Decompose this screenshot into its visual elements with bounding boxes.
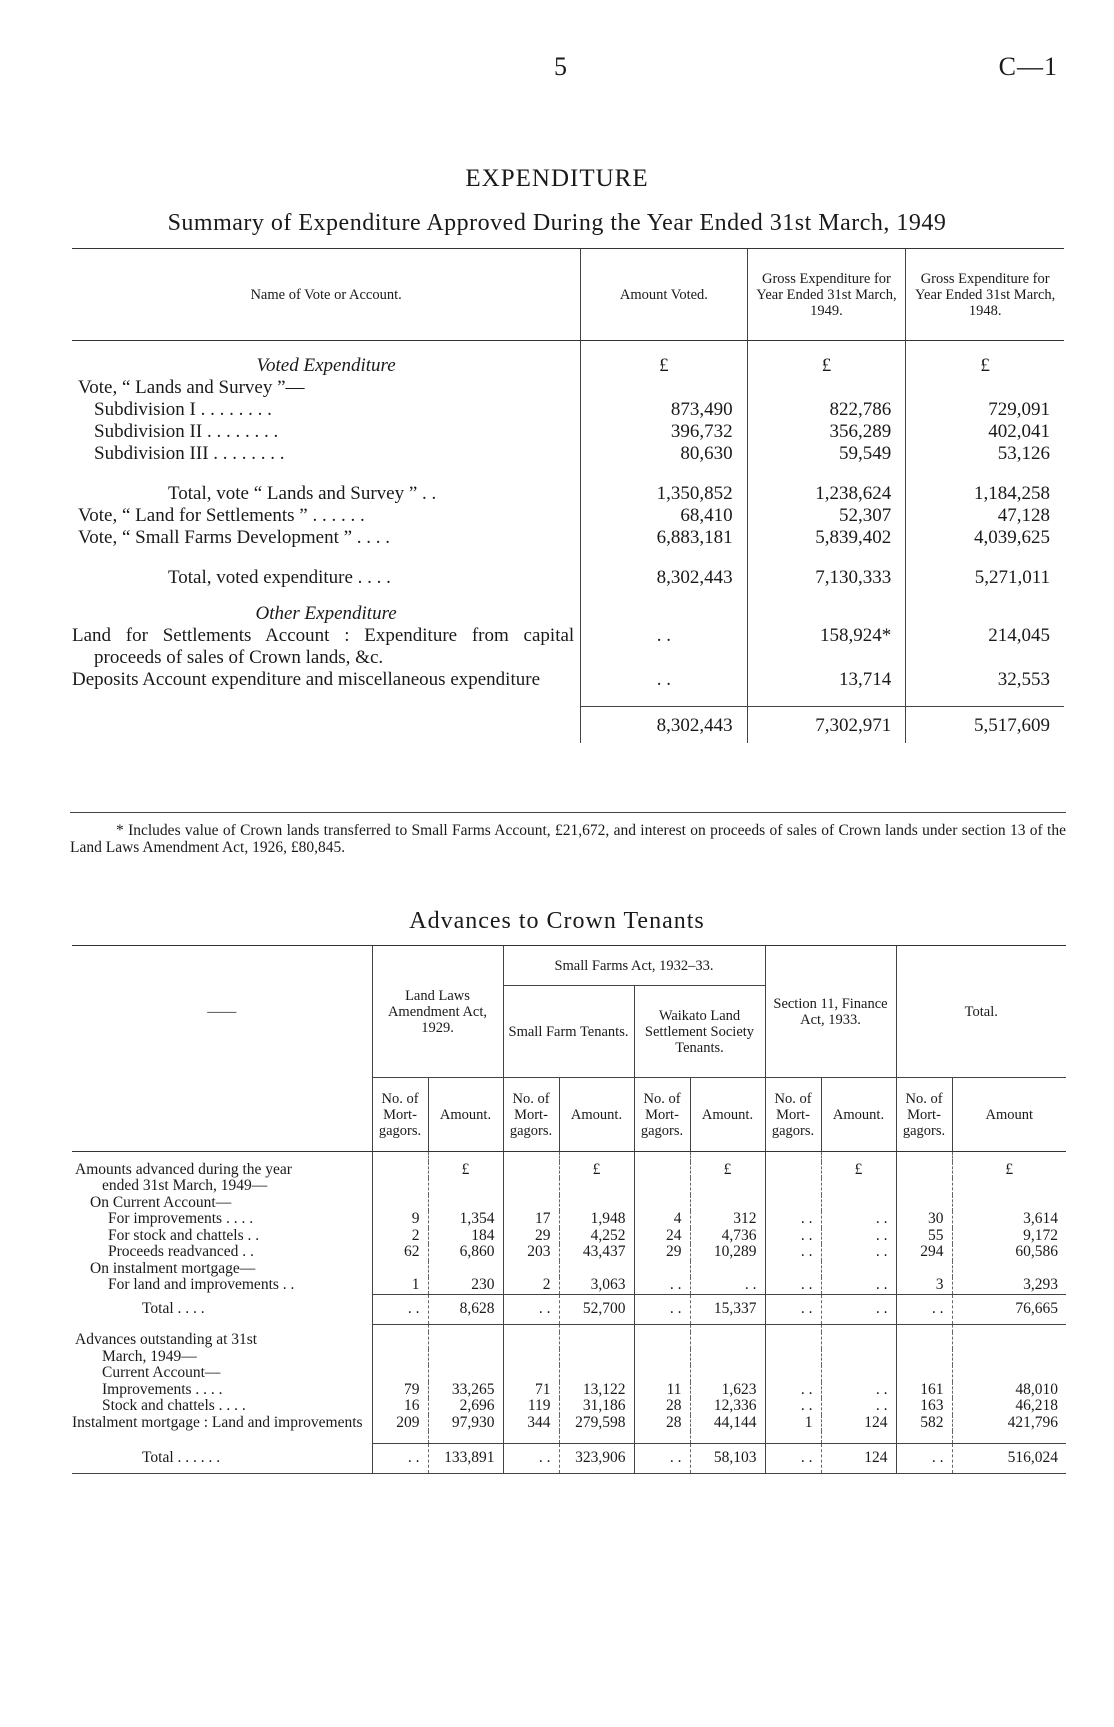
data-cell: 76,665 (952, 1294, 1066, 1324)
col-amount: Amount. (428, 1078, 503, 1152)
data-cell: 62 (372, 1244, 428, 1261)
other-expenditure-heading: Other Expenditure (255, 602, 397, 624)
row-label: Subdivision II (94, 420, 203, 442)
currency-symbol: £ (747, 355, 906, 377)
gross-1949-cell: 59,549 (747, 443, 906, 465)
col-small-farm-tenants: Small Farm Tenants. (503, 986, 634, 1078)
data-cell: 43,437 (559, 1244, 634, 1261)
page-number: 5 (554, 52, 567, 81)
data-cell: . . (503, 1443, 559, 1473)
col-small-farms-act: Small Farms Act, 1932–33. (503, 946, 765, 986)
data-cell: . . (821, 1382, 896, 1399)
col-waikato: Waikato Land Settlement Society Tenants. (634, 986, 765, 1078)
data-cell: 344 (503, 1415, 559, 1432)
data-cell: 323,906 (559, 1443, 634, 1473)
data-cell: 24 (634, 1228, 690, 1245)
table-row: Subdivision I . . . . . . . . 873,490 822,786 729,091 (72, 399, 1064, 421)
row-label: Land for Settlements Account : Expenditure from capital proceeds of sales of Crown lands, &c. (72, 624, 575, 668)
col-no-mortgagors: No. of Mort- gagors. (372, 1078, 428, 1152)
data-cell: . . (821, 1211, 896, 1228)
currency-symbol: £ (581, 355, 747, 377)
section-heading: Advances outstanding at 31st (75, 1331, 258, 1348)
data-cell: 58,103 (690, 1443, 765, 1473)
row-label: Proceeds readvanced (108, 1243, 239, 1260)
amount-voted-total: 8,302,443 (581, 707, 747, 744)
data-cell: . . (765, 1228, 821, 1245)
data-cell: . . (821, 1228, 896, 1245)
amount-voted-cell: 1,350,852 (581, 483, 747, 505)
data-cell: 2 (372, 1228, 428, 1245)
table-row: Subdivision II . . . . . . . . 396,732 356,289 402,041 (72, 421, 1064, 443)
grand-total-row (72, 707, 1064, 744)
currency-symbol: £ (821, 1162, 896, 1179)
section-heading: Current Account— (102, 1364, 221, 1381)
currency-symbol: £ (428, 1162, 503, 1179)
gross-1949-cell: 7,130,333 (747, 567, 906, 589)
data-cell: 29 (503, 1228, 559, 1245)
data-cell: . . (765, 1211, 821, 1228)
data-cell: 55 (896, 1228, 952, 1245)
data-cell: . . (821, 1244, 896, 1261)
table-row (72, 1277, 1066, 1294)
data-cell: 1 (765, 1415, 821, 1432)
currency-symbol: £ (952, 1162, 1066, 1179)
row-label: Vote, “ Land for Settlements ” . . (78, 504, 327, 526)
expenditure-summary-table (72, 248, 1064, 743)
gross-1949-cell: 822,786 (747, 399, 906, 421)
data-cell: 1,354 (428, 1211, 503, 1228)
expenditure-title: EXPENDITURE (465, 165, 649, 192)
data-cell: . . (765, 1443, 821, 1473)
row-label: Subdivision I (94, 398, 196, 420)
data-cell: 3,063 (559, 1277, 634, 1294)
col-amount: Amount (952, 1078, 1066, 1152)
col-amount-voted: Amount Voted. (581, 249, 747, 341)
data-cell: 33,265 (428, 1382, 503, 1399)
data-cell: 203 (503, 1244, 559, 1261)
data-cell: 97,930 (428, 1415, 503, 1432)
amount-voted-cell: 6,883,181 (581, 527, 747, 549)
advances-table (72, 945, 1066, 1474)
data-cell: 3 (896, 1277, 952, 1294)
table-row: Subdivision III . . . . . . . . 80,630 59,549 53,126 (72, 443, 1064, 465)
gross-1948-cell: 214,045 (906, 625, 1064, 669)
data-cell: 119 (503, 1398, 559, 1415)
document-code: C—1 (998, 52, 1058, 81)
row-label: For stock and chattels (108, 1226, 244, 1244)
col-gross-1949: Gross Expenditure for Year Ended 31st March, 1949. (747, 249, 906, 341)
col-section-11: Section 11, Finance Act, 1933. (765, 946, 896, 1078)
data-cell: 279,598 (559, 1415, 634, 1432)
expenditure-subtitle: Summary of Expenditure Approved During the Year Ended 31st March, 1949 (167, 210, 947, 236)
gross-1948-cell: 32,553 (906, 669, 1064, 691)
data-cell: . . (896, 1443, 952, 1473)
data-cell: 44,144 (690, 1415, 765, 1432)
data-cell: 133,891 (428, 1443, 503, 1473)
row-label: Stock and chattels (102, 1397, 215, 1414)
table-row: Proceeds readvanced . . 62 6,860 203 43,437 29 10,289 . . . . 294 60,586 (72, 1244, 1066, 1261)
col-amount: Amount. (821, 1078, 896, 1152)
data-cell: . . (765, 1277, 821, 1294)
data-cell: 209 (372, 1415, 428, 1432)
data-cell: 11 (634, 1382, 690, 1399)
data-cell: . . (821, 1398, 896, 1415)
data-cell: 8,628 (428, 1294, 503, 1324)
row-label: Total . . (142, 1448, 190, 1466)
table-row: Total, voted expenditure . . . . 8,302,443 7,130,333 5,271,011 (72, 567, 1064, 589)
data-cell: 421,796 (952, 1415, 1066, 1432)
gross-1948-total: 5,517,609 (906, 707, 1064, 744)
data-cell: 516,024 (952, 1443, 1066, 1473)
data-cell: . . (503, 1294, 559, 1324)
table-row (72, 625, 1064, 669)
col-no-mortgagors: No. of Mort- gagors. (765, 1078, 821, 1152)
table-row: Stock and chattels . . . . 16 2,696 119 31,186 28 12,336 . . . . 163 46,218 (72, 1398, 1066, 1415)
amount-voted-cell: 396,732 (581, 421, 747, 443)
table-row: Vote, “ Land for Settlements ” . . . . . . 68,410 52,307 47,128 (72, 505, 1064, 527)
data-cell: 31,186 (559, 1398, 634, 1415)
total-row: Total . . . . . . . . 133,891 . . 323,906 . . 58,103 . . 124 . . 516,024 (72, 1443, 1066, 1473)
row-label: Vote, “ Small Farms Development ” (78, 526, 353, 548)
data-cell: 9,172 (952, 1228, 1066, 1245)
data-cell: . . (634, 1443, 690, 1473)
data-cell: 312 (690, 1211, 765, 1228)
gross-1949-cell: 158,924* (747, 625, 906, 669)
data-cell: 71 (503, 1382, 559, 1399)
col-land-laws: Land Laws Amendment Act, 1929. (372, 946, 503, 1078)
data-cell: 2 (503, 1277, 559, 1294)
gross-1948-cell: 402,041 (906, 421, 1064, 443)
gross-1949-total: 7,302,971 (747, 707, 906, 744)
data-cell: 184 (428, 1228, 503, 1245)
data-cell: 230 (428, 1277, 503, 1294)
table-row (72, 1415, 1066, 1432)
data-cell: . . (896, 1294, 952, 1324)
footnote-rule (70, 812, 1066, 813)
data-cell: 1,948 (559, 1211, 634, 1228)
table-row: Vote, “ Small Farms Development ” . . . . 6,883,181 5,839,402 4,039,625 (72, 527, 1064, 549)
currency-symbol: £ (690, 1162, 765, 1179)
data-cell: 10,289 (690, 1244, 765, 1261)
row-label: Instalment mortgage : Land and improvements (72, 1413, 363, 1431)
gross-1949-cell: 52,307 (747, 505, 906, 527)
data-cell: 1 (372, 1277, 428, 1294)
data-cell: 124 (821, 1415, 896, 1432)
section-heading: ended 31st March, 1949— (102, 1177, 268, 1194)
gross-1948-cell: 4,039,625 (906, 527, 1064, 549)
col-total: Total. (896, 946, 1066, 1078)
data-cell: 17 (503, 1211, 559, 1228)
data-cell: 30 (896, 1211, 952, 1228)
currency-symbol: £ (559, 1162, 634, 1179)
data-cell: 9 (372, 1211, 428, 1228)
row-label: Total, vote “ Lands and Survey ” (168, 482, 418, 504)
data-cell: 12,336 (690, 1398, 765, 1415)
data-cell: . . (821, 1277, 896, 1294)
amount-voted-cell: . . (581, 669, 747, 691)
section-heading: On Current Account— (90, 1193, 232, 1211)
data-cell: 16 (372, 1398, 428, 1415)
vote-lands-label: Vote, “ Lands and Survey ”— (78, 376, 305, 398)
gross-1948-cell: 729,091 (906, 399, 1064, 421)
section-heading: On instalment mortgage— (90, 1259, 256, 1277)
col-no-mortgagors: No. of Mort- gagors. (503, 1078, 559, 1152)
data-cell: 294 (896, 1244, 952, 1261)
data-cell: 48,010 (952, 1382, 1066, 1399)
data-cell: . . (372, 1443, 428, 1473)
data-cell: 582 (896, 1415, 952, 1432)
data-cell: 4,736 (690, 1228, 765, 1245)
data-cell: 1,623 (690, 1382, 765, 1399)
amount-voted-cell: 68,410 (581, 505, 747, 527)
col-amount: Amount. (559, 1078, 634, 1152)
data-cell: . . (765, 1382, 821, 1399)
advances-title: Advances to Crown Tenants (409, 908, 705, 934)
data-cell: 161 (896, 1382, 952, 1399)
data-cell: 6,860 (428, 1244, 503, 1261)
gross-1948-cell: 53,126 (906, 443, 1064, 465)
gross-1949-cell: 1,238,624 (747, 483, 906, 505)
table-row: Improvements . . . . 79 33,265 71 13,122 11 1,623 . . . . 161 48,010 (72, 1382, 1066, 1399)
row-label: Subdivision III (94, 442, 209, 464)
table-row (72, 669, 1064, 691)
amount-voted-cell: 80,630 (581, 443, 747, 465)
row-label: Deposits Account expenditure and miscellaneous expenditure (72, 668, 541, 690)
currency-symbol: £ (906, 355, 1064, 377)
amount-voted-cell: 873,490 (581, 399, 747, 421)
data-cell: 163 (896, 1398, 952, 1415)
table-row: For stock and chattels . . 2 184 29 4,252 24 4,736 . . . . 55 9,172 (72, 1228, 1066, 1245)
data-cell: 3,293 (952, 1277, 1066, 1294)
data-cell: 4 (634, 1211, 690, 1228)
gross-1949-cell: 5,839,402 (747, 527, 906, 549)
table-row: For improvements . . . . 9 1,354 17 1,948 4 312 . . . . 30 3,614 (72, 1211, 1066, 1228)
data-cell: . . (690, 1277, 765, 1294)
col-no-mortgagors: No. of Mort- gagors. (896, 1078, 952, 1152)
row-label: For improvements . . (108, 1210, 238, 1227)
gross-1949-cell: 13,714 (747, 669, 906, 691)
gross-1949-cell: 356,289 (747, 421, 906, 443)
data-cell: . . (765, 1294, 821, 1324)
data-cell: . . (765, 1398, 821, 1415)
gross-1948-cell: 5,271,011 (906, 567, 1064, 589)
col-name-of-vote: Name of Vote or Account. (72, 249, 581, 341)
amount-voted-cell: . . (581, 625, 747, 669)
row-label: For land and improvements . . (108, 1276, 295, 1293)
data-cell: 46,218 (952, 1398, 1066, 1415)
data-cell: 15,337 (690, 1294, 765, 1324)
row-label: Improvements (102, 1380, 192, 1398)
data-cell: 4,252 (559, 1228, 634, 1245)
section-heading: March, 1949— (102, 1347, 197, 1365)
footnote: * Includes value of Crown lands transferred to Small Farms Account, £21,672, and interest on proceeds of sales of Crown lands under section 13 of the Land Laws Amendment Act, 1926, £80,845. (70, 822, 1066, 856)
data-cell: . . (634, 1294, 690, 1324)
data-cell: 28 (634, 1398, 690, 1415)
col-no-mortgagors: No. of Mort- gagors. (634, 1078, 690, 1152)
col-gross-1948: Gross Expenditure for Year Ended 31st March, 1948. (906, 249, 1064, 341)
stub-header: —— (72, 946, 372, 1078)
data-cell: 13,122 (559, 1382, 634, 1399)
gross-1948-cell: 47,128 (906, 505, 1064, 527)
data-cell: 124 (821, 1443, 896, 1473)
data-cell: 3,614 (952, 1211, 1066, 1228)
amount-voted-cell: 8,302,443 (581, 567, 747, 589)
data-cell: . . (765, 1244, 821, 1261)
data-cell: 28 (634, 1415, 690, 1432)
total-row: Total . . . . . . 8,628 . . 52,700 . . 15,337 . . . . . . 76,665 (72, 1294, 1066, 1324)
voted-expenditure-heading: Voted Expenditure (256, 354, 396, 376)
data-cell: . . (634, 1277, 690, 1294)
section-heading: Amounts advanced during the year (75, 1160, 292, 1178)
data-cell: 60,586 (952, 1244, 1066, 1261)
gross-1948-cell: 1,184,258 (906, 483, 1064, 505)
data-cell: 79 (372, 1382, 428, 1399)
data-cell: . . (372, 1294, 428, 1324)
row-label: Total, voted expenditure (168, 566, 353, 588)
row-label: Total (142, 1299, 174, 1317)
col-amount: Amount. (690, 1078, 765, 1152)
data-cell: 52,700 (559, 1294, 634, 1324)
data-cell: . . (821, 1294, 896, 1324)
table-row: Total, vote “ Lands and Survey ” . . 1,350,852 1,238,624 1,184,258 (72, 483, 1064, 505)
data-cell: 2,696 (428, 1398, 503, 1415)
data-cell: 29 (634, 1244, 690, 1261)
